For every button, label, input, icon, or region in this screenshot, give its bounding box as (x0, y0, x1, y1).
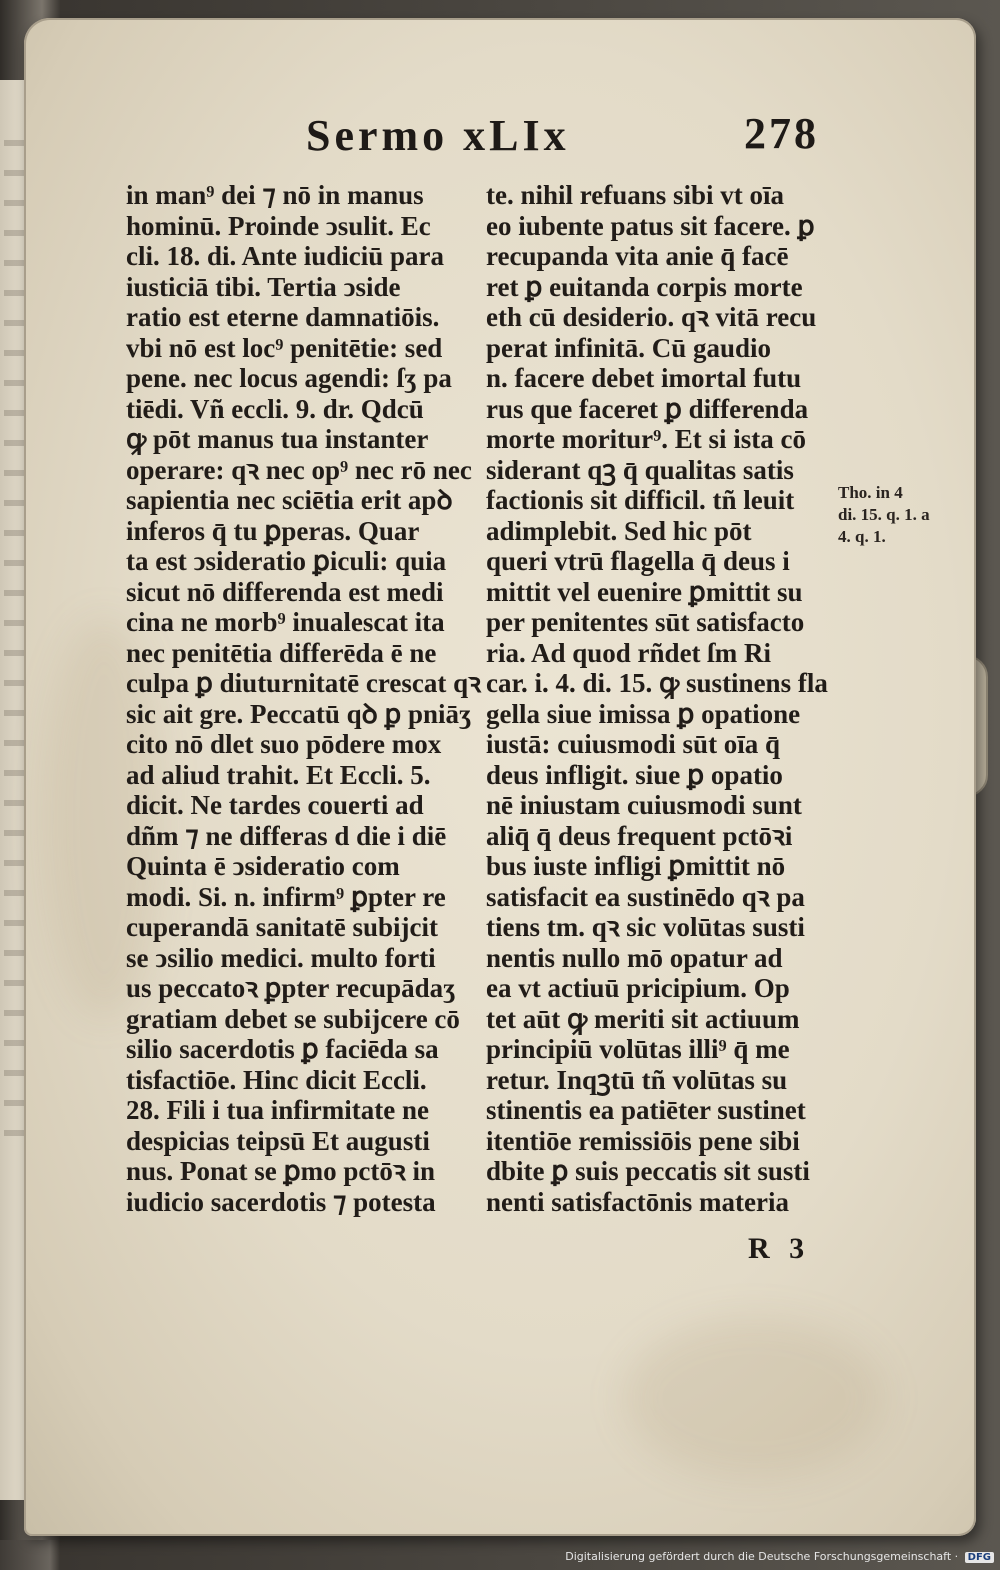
text-line: cito nō dlet suo pōdere mox (126, 729, 442, 759)
text-line: modi. Si. n. infirm⁹ ꝑpter re (126, 881, 446, 912)
credit-text: Digitalisierung gefördert durch die Deutsche Forschungsgemeinschaft · (565, 1550, 959, 1563)
text-line: recupanda vita anie q̄ facē (486, 241, 789, 271)
text-line: dñm ⁊ ne differas d die i diē (126, 820, 447, 851)
text-line: retur. Inqꝫtū tñ volūtas su (486, 1064, 788, 1095)
text-line: dbite ꝑ suis peccatis sit susti (486, 1156, 810, 1186)
text-line: sicut nō differenda est medi (126, 576, 444, 607)
text-line: ratio est eterne damnatiōis. (126, 302, 440, 332)
text-line: ta est ↄsideratio ꝑiculi: quia (126, 546, 447, 576)
text-line: eth cū desiderio. qꝛ vitā recu (486, 302, 817, 332)
text-line: tiens tm. qꝛ sic volūtas susti (486, 912, 805, 942)
text-line: inferos q̄ tu ꝑperas. Quar (126, 515, 420, 546)
text-line: morte moritur⁹. Et si ista cō (486, 424, 807, 454)
text-line: tisfactiōe. Hinc dicit Eccli. (126, 1064, 427, 1095)
text-line: culpa ꝑ diuturnitatē crescat qꝛ (126, 668, 481, 698)
text-line: stinentis ea patiēter sustinet (486, 1095, 806, 1125)
text-line: cina ne morb⁹ inualescat ita (126, 607, 445, 637)
marginal-note-line: di. 15. q. 1. a (838, 505, 930, 524)
text-line: adimplebit. Sed hic pōt (486, 515, 752, 546)
text-line: Quinta ē ↄsideratio com (126, 851, 400, 881)
text-line: eo iubente patus sit facere. ꝑ (486, 210, 815, 241)
text-line: nec penitētia differēda ē ne (126, 637, 437, 668)
text-line: tiēdi. Vñ eccli. 9. dr. Qdcū (126, 393, 424, 424)
text-line: ꝙ pōt manus tua instanter (126, 424, 429, 454)
text-line: rus que faceret ꝑ differenda (486, 393, 809, 424)
right-text-column (486, 180, 836, 1217)
digitization-credit (565, 1550, 994, 1563)
text-line: vbi nō est loc⁹ penitētie: sed (126, 332, 443, 363)
text-line: sapientia nec sciētia erit apꝺ (126, 485, 453, 515)
text-line: factionis sit difficil. tñ leuit (486, 485, 795, 515)
signature-mark: R 3 (748, 1232, 811, 1265)
folio-number: 278 (744, 109, 819, 158)
text-line: gella siue imissa ꝑ opatione (486, 698, 801, 729)
text-line: nenti satisfactōnis materia (486, 1186, 789, 1217)
text-line: ad aliud trahit. Et Eccli. 5. (126, 759, 431, 790)
text-line: iusticiā tibi. Tertia ↄside (126, 271, 401, 302)
text-line: 28. Fili i tua infirmitate ne (126, 1095, 429, 1125)
text-line: itentiōe remissiōis pene sibi (486, 1125, 800, 1156)
marginal-note-line: 4. q. 1. (838, 527, 886, 546)
text-line: sic ait gre. Peccatū qꝺ ꝑ pniāʒ (126, 698, 472, 729)
text-line: iustā: cuiusmodi sūt oīa q̄ (486, 729, 781, 759)
text-line: bus iuste infligi ꝑmittit nō (486, 851, 786, 881)
text-line: cuperandā sanitatē subijcit (126, 912, 439, 942)
text-line: us peccatoꝛ ꝑpter recupādaʒ (126, 973, 456, 1003)
text-line: perat infinitā. Cū gaudio (486, 332, 772, 363)
marginal-note-line: Tho. in 4 (838, 483, 903, 502)
text-line: se ↄsilio medici. multo forti (126, 942, 436, 973)
text-line: queri vtrū flagella q̄ deus i (486, 546, 790, 576)
page-stain (624, 1318, 884, 1478)
text-line: aliq̄ q̄ deus frequent pctōꝛi (486, 820, 793, 851)
text-line: per penitentes sūt satisfacto (486, 607, 805, 637)
text-line: n. facere debet imortal futu (486, 363, 802, 393)
text-line: in man⁹ dei ⁊ nō in manus (126, 180, 424, 210)
text-line: nus. Ponat se ꝑmo pctōꝛ in (126, 1156, 435, 1186)
text-line: mittit vel euenire ꝑmittit su (486, 576, 803, 607)
text-line: principiū volūtas illi⁹ q̄ me (486, 1034, 790, 1064)
text-line: cli. 18. di. Ante iudiciū para (126, 241, 445, 271)
text-line: gratiam debet se subijcere cō (126, 1003, 460, 1034)
text-line: pene. nec locus agendi: ſʒ pa (126, 363, 452, 393)
text-line: deus infligit. siue ꝑ opatio (486, 759, 783, 790)
text-line: nentis nullo mō opatur ad (486, 942, 783, 973)
text-line: operare: qꝛ nec op⁹ nec rō nec (126, 454, 472, 485)
text-line: ret ꝑ euitanda corpis morte (486, 271, 803, 302)
text-line: tet aūt ꝙ meriti sit actiuum (486, 1003, 800, 1034)
text-line: nē iniustam cuiusmodi sunt (486, 790, 802, 820)
text-line: silio sacerdotis ꝑ faciēda sa (126, 1034, 439, 1064)
text-line: hominū. Proinde ↄsulit. Ec (126, 210, 431, 241)
text-line: despicias teipsū Et augusti (126, 1125, 430, 1156)
text-line: car. i. 4. di. 15. ꝙ sustinens fla (486, 668, 828, 698)
page-title: Sermo xLIx (306, 111, 570, 160)
text-line: dicit. Ne tardes couerti ad (126, 790, 424, 820)
left-text-column (126, 180, 486, 1217)
marginal-note (838, 482, 930, 548)
text-line: satisfacit ea sustinēdo qꝛ pa (486, 881, 805, 912)
text-line: siderant qꝫ q̄ qualitas satis (486, 454, 794, 485)
text-line: ea vt actiuū pricipium. Op (486, 973, 790, 1003)
text-line: te. nihil refuans sibi vt oīa (486, 180, 785, 210)
text-line: ria. Ad quod rñdet ſm Ri (486, 637, 772, 668)
dfg-logo: DFG (965, 1552, 994, 1563)
text-line: iudicio sacerdotis ⁊ potesta (126, 1186, 436, 1217)
